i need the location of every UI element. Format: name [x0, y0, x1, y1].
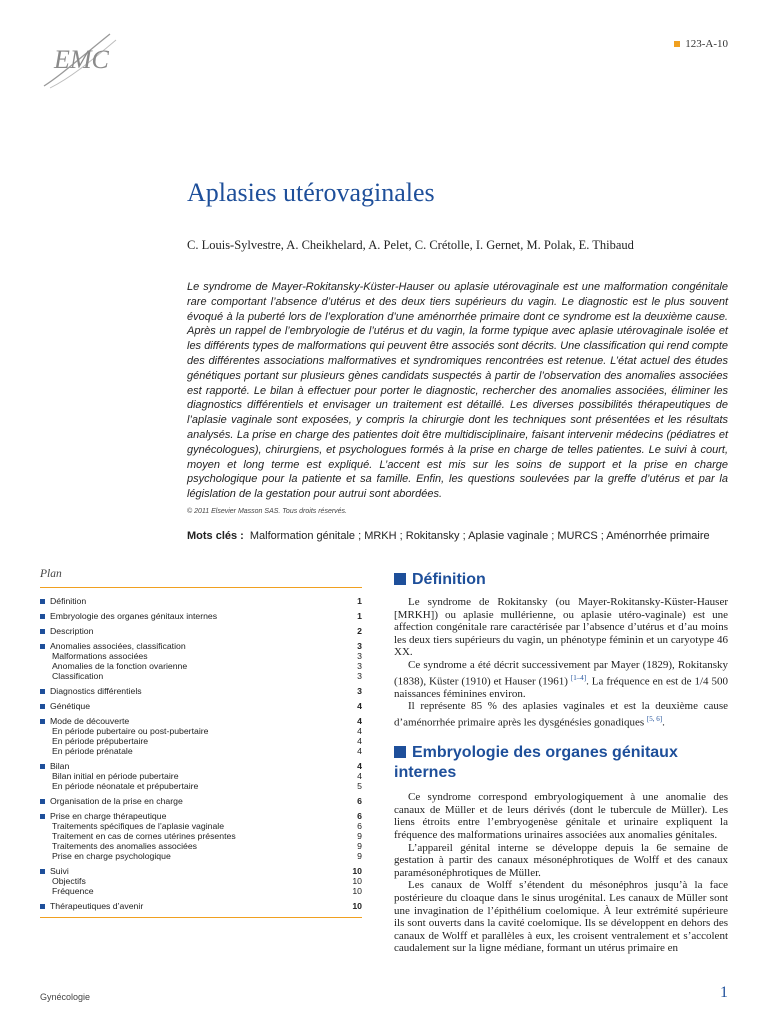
bullet-square-icon — [40, 629, 45, 634]
plan-item-page: 9 — [357, 851, 362, 861]
plan-divider — [40, 917, 362, 918]
plan-box — [40, 568, 362, 918]
plan-item-label: En période prénatale — [52, 746, 133, 756]
plan-item-label: Mode de découverte — [50, 716, 130, 726]
bullet-square-icon — [40, 904, 45, 909]
plan-item[interactable] — [40, 641, 362, 651]
paragraph: Le syndrome de Rokitansky (ou Mayer-Rokitansky-Küster-Hauser [MRKH]) ou aplasie mullérienne, ou aplasie utéro-vaginale) est une affection congénitale rare caractérisée par l’absence d’utérus et d’au moins les deux tiers supérieurs du vagin, un phénotype féminin et un caryotype 46 XX. — [394, 596, 728, 659]
plan-item-label: Génétique — [50, 701, 91, 711]
paragraph: Les canaux de Wolff s’étendent du mésonéphros jusqu’à la face postérieure du cloaque dans le sinus urogénital. Les canaux de Müller sont une invagination de l’épithélium coelomique. À leur extrémité supérieure ils sont ouverts dans la cavité coelomique. Ils se développent en dehors des canaux de Wolff et parallèles à eux, les croisent ventralement et s’accolent caudalement sur la ligne médiane, formant un utérus primaire en — [394, 879, 728, 955]
plan-item-page: 10 — [352, 901, 362, 911]
plan-item-label: Fréquence — [52, 886, 94, 896]
plan-item-label: Traitements des anomalies associées — [52, 841, 198, 851]
section-definition-body — [394, 596, 728, 729]
plan-item-page: 6 — [357, 796, 362, 806]
abstract: Le syndrome de Mayer-Rokitansky-Küster-Hauser ou aplasie utérovaginale est une malformation congénitale rare comportant l’absence d’utérus et des deux tiers supérieurs du vagin. Le diagnostic est le plus souvent évoqué à la puberté lors de l’exploration d’une aménorrhée primaire dont ce syndrome est la deuxième cause. Après un rappel de l’embryologie de l’utérus et du vagin, la forme typique avec aplasie utérovaginale isolée et les différents types de malformations qui peuvent être associés sont décrits. Une classification qui rend compte des différentes associations malformatives et syndromiques rencontrées est retenue. L’état actuel des études génétiques portant sur plusieurs gènes candidats suspectés à partir de l’observation des anomalies associées est rapporté. Le bilan à effectuer pour porter le diagnostic, rechercher des anomalies associées, éliminer les diagnostics différentiels et envisager un traitement est détaillé. Les diverses possibilités thérapeutiques de l’aplasie vaginale sont exposées, y compris la chirurgie dont les techniques sont présentées et les résultats analysés. La prise en charge des patientes doit être multidisciplinaire, faisant intervenir médecins (pédiatres et gynécologues), chirurgiens, et psychologues formés à la prise en charge de telles patientes. Le suivi à court, moyen et long terme est expliqué. L’accent est mis sur les soins de support et la prise en charge psychologique pour la patiente et sa famille. Enfin, les questions soulevées par la greffe d’utérus et par la législation de la gestation pour autrui sont abordées. — [187, 281, 728, 501]
keywords-label: Mots clés : — [187, 530, 244, 542]
plan-item-label: Diagnostics différentiels — [50, 686, 142, 696]
plan-item[interactable] — [40, 761, 362, 771]
keywords — [187, 530, 710, 542]
bullet-square-icon — [40, 814, 45, 819]
plan-item-page: 1 — [357, 596, 362, 606]
plan-item-label: Description — [50, 626, 94, 636]
plan-item-page: 9 — [357, 831, 362, 841]
plan-item-label: Suivi — [50, 866, 69, 876]
paragraph: L’appareil génital interne se développe depuis la 6e semaine de gestation à partir des canaux mésonéphrotiques de Wolff et des canaux paramésonéphrotiques de Müller. — [394, 841, 728, 879]
plan-item[interactable] — [40, 811, 362, 821]
keywords-text: Malformation génitale ; MRKH ; Rokitansky ; Aplasie vaginale ; MURCS ; Aménorrhée primaire — [249, 530, 710, 542]
plan-item[interactable] — [40, 736, 362, 746]
plan-item-label: Bilan — [50, 761, 70, 771]
plan-item-label: Traitement en cas de cornes utérines présentes — [52, 831, 236, 841]
plan-item[interactable] — [40, 651, 362, 661]
plan-item-page: 3 — [357, 641, 362, 651]
plan-item[interactable] — [40, 831, 362, 841]
plan-item-page: 4 — [357, 771, 362, 781]
plan-item-label: Objectifs — [52, 876, 86, 886]
heading-square-icon — [394, 573, 406, 585]
bullet-square-icon — [40, 719, 45, 724]
plan-item-label: Embryologie des organes génitaux internes — [50, 611, 218, 621]
plan-item-label: Classification — [52, 671, 104, 681]
plan-item-page: 10 — [352, 876, 362, 886]
reference-code: 123-A-10 — [685, 38, 728, 50]
plan-item[interactable] — [40, 771, 362, 781]
plan-item-page: 10 — [352, 866, 362, 876]
plan-item[interactable] — [40, 781, 362, 791]
plan-item-label: Malformations associées — [52, 651, 148, 661]
article-reference — [674, 38, 728, 50]
plan-item[interactable] — [40, 876, 362, 886]
footer-journal: Gynécologie — [40, 992, 91, 1002]
plan-item[interactable] — [40, 626, 362, 636]
plan-item[interactable] — [40, 796, 362, 806]
plan-item-label: Anomalies de la fonction ovarienne — [52, 661, 188, 671]
plan-item-page: 9 — [357, 841, 362, 851]
plan-item-page: 1 — [357, 611, 362, 621]
plan-item-page: 3 — [357, 686, 362, 696]
logo-text: EMC — [54, 45, 109, 74]
plan-item-page: 3 — [357, 651, 362, 661]
plan-item-page: 2 — [357, 626, 362, 636]
plan-item-label: Anomalies associées, classification — [50, 641, 186, 651]
bullet-square-icon — [40, 869, 45, 874]
plan-item-label: En période néonatale et prépubertaire — [52, 781, 199, 791]
paragraph: Ce syndrome correspond embryologiquement à une anomalie des canaux de Müller et de leurs dérivés (dont le tubercule de Müller). Les liens étroits entre l’embryogenèse génitale et urinaire expliquent la fréquence des malformations urinaires associées aux anomalies génitales. — [394, 791, 728, 842]
citation-link[interactable]: [1–4] — [570, 673, 587, 682]
bullet-square-icon — [40, 704, 45, 709]
paragraph: Ce syndrome a été décrit successivement par Mayer (1829), Rokitansky (1838), Küster (1910) et Hauser (1961) [1–4]. La fréquence en est de 1/4 500 naissances féminines environ. — [394, 658, 728, 700]
section-heading-definition: Définition — [394, 570, 728, 590]
paragraph: Il représente 85 % des aplasies vaginales et est la deuxième cause d’aménorrhée primaire après les dysgénésies gonadiques [5, 6]. — [394, 700, 728, 729]
plan-item[interactable] — [40, 866, 362, 876]
section-heading-embryologie: Embryologie des organes génitaux internes — [394, 744, 678, 782]
heading-square-icon — [394, 746, 406, 758]
plan-item-label: Organisation de la prise en charge — [50, 796, 183, 806]
plan-item[interactable] — [40, 886, 362, 896]
plan-item[interactable] — [40, 716, 362, 726]
plan-item-page: 10 — [352, 886, 362, 896]
plan-item-page: 4 — [357, 746, 362, 756]
plan-item-label: En période pubertaire ou post-pubertaire — [52, 726, 209, 736]
bullet-square-icon — [40, 764, 45, 769]
plan-item-page: 4 — [357, 716, 362, 726]
page-number: 1 — [720, 984, 728, 1001]
plan-item-page: 5 — [357, 781, 362, 791]
plan-item[interactable] — [40, 686, 362, 696]
plan-item-label: Thérapeutiques d’avenir — [50, 901, 144, 911]
plan-item[interactable] — [40, 671, 362, 681]
bullet-square-icon — [40, 689, 45, 694]
plan-item-page: 4 — [357, 761, 362, 771]
plan-item-label: Prise en charge thérapeutique — [50, 811, 167, 821]
plan-item[interactable] — [40, 611, 362, 621]
plan-item[interactable] — [40, 726, 362, 736]
plan-heading: Plan — [40, 568, 362, 588]
plan-item-page: 3 — [357, 661, 362, 671]
plan-item-label: Définition — [50, 596, 87, 606]
plan-item-page: 6 — [357, 821, 362, 831]
plan-item-page: 4 — [357, 701, 362, 711]
plan-item[interactable] — [40, 901, 362, 911]
reference-square-icon — [674, 41, 680, 47]
section-embryologie-body — [394, 791, 728, 955]
plan-item[interactable] — [40, 841, 362, 851]
citation-link[interactable]: [5, 6] — [646, 715, 663, 723]
copyright: © 2011 Elsevier Masson SAS. Tous droits réservés. — [187, 508, 348, 515]
article-title: Aplasies utérovaginales — [187, 178, 435, 207]
plan-item[interactable] — [40, 596, 362, 606]
plan-item-label: Traitements spécifiques de l’aplasie vaginale — [52, 821, 225, 831]
plan-item-page: 6 — [357, 811, 362, 821]
plan-item-label: Bilan initial en période pubertaire — [52, 771, 179, 781]
authors: C. Louis-Sylvestre, A. Cheikhelard, A. Pelet, C. Crétolle, I. Gernet, M. Polak, E. Thibaud — [187, 238, 634, 252]
plan-item-page: 4 — [357, 736, 362, 746]
plan-item[interactable] — [40, 851, 362, 861]
plan-item-page: 3 — [357, 671, 362, 681]
bullet-square-icon — [40, 599, 45, 604]
bullet-square-icon — [40, 644, 45, 649]
plan-item-label: En période prépubertaire — [52, 736, 149, 746]
main-column — [394, 570, 728, 955]
plan-item[interactable] — [40, 746, 362, 756]
bullet-square-icon — [40, 799, 45, 804]
plan-item[interactable] — [40, 661, 362, 671]
plan-item[interactable] — [40, 701, 362, 711]
plan-item-page: 4 — [357, 726, 362, 736]
emc-logo — [40, 28, 120, 92]
bullet-square-icon — [40, 614, 45, 619]
plan-item-label: Prise en charge psychologique — [52, 851, 171, 861]
plan-item[interactable] — [40, 821, 362, 831]
plan-list — [40, 596, 362, 911]
